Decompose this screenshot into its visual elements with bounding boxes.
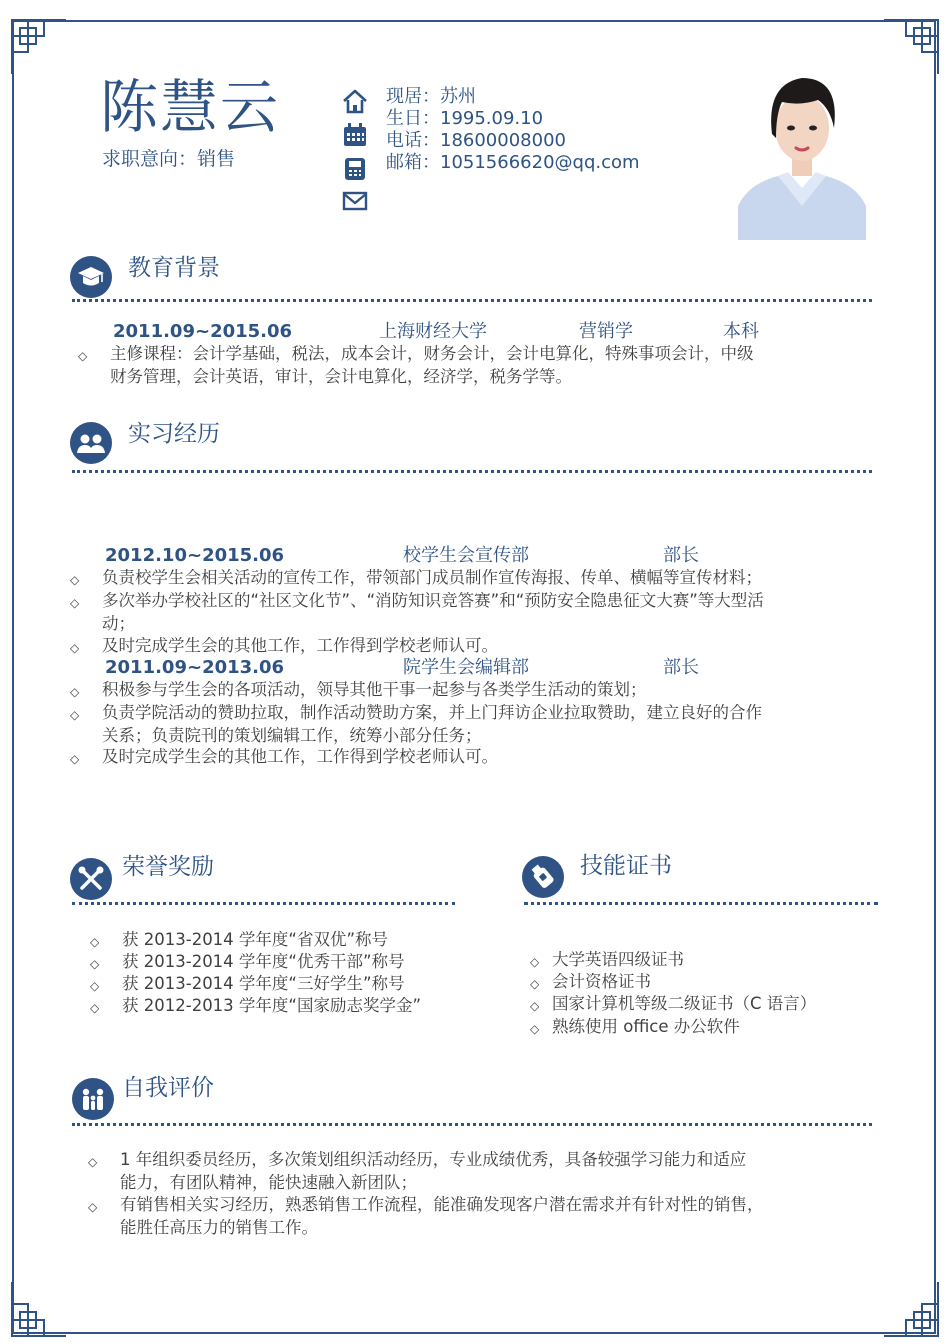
list-item: ◇ 负责校学生会相关活动的宣传工作，带领部门成员制作宣传海报、传单、横幅等宣传材料； — [70, 568, 762, 587]
list-item: ◇ 大学英语四级证书 — [530, 950, 684, 969]
internship-title: 实习经历 — [128, 421, 220, 447]
internship-1-org: 校学生会宣传部 — [403, 545, 529, 566]
education-major: 营销学 — [579, 321, 633, 342]
info-email: 邮箱：1051566620@qq.com — [386, 152, 640, 173]
internship-2-org: 院学生会编辑部 — [403, 657, 529, 678]
usb-drive-icon — [522, 856, 564, 898]
education-divider — [72, 299, 872, 302]
calendar-icon — [341, 122, 369, 148]
education-title: 教育背景 — [128, 255, 220, 281]
list-item: ◇ 积极参与学生会的各项活动，领导其他干事一起参与各类学生活动的策划； — [70, 680, 647, 699]
list-item: ◇ 及时完成学生会的其他工作，工作得到学校老师认可。 — [70, 636, 498, 655]
self-eval-divider — [72, 1123, 872, 1126]
honors-divider — [72, 902, 455, 905]
list-item: ◇ 获 2013-2014 学年度“优秀干部”称号 — [90, 952, 405, 971]
list-item: ◇ 获 2013-2014 学年度“三好学生”称号 — [90, 974, 405, 993]
info-birthday: 生日：1995.09.10 — [386, 108, 544, 129]
corner-ornament-bottom-right — [882, 1280, 942, 1340]
internship-1-period: 2012.10~2015.06 — [105, 545, 285, 566]
self-eval-title: 自我评价 — [122, 1075, 214, 1101]
list-item: ◇ 熟练使用 office 办公软件 — [530, 1017, 740, 1036]
list-item: ◇ 主修课程：会计学基础，税法，成本会计，财务会计，会计电算化，特殊事项会计，中级 财务管理，会计英语，审计，会计电算化，经济学，税务学等。 — [78, 344, 754, 386]
education-school: 上海财经大学 — [379, 321, 487, 342]
list-item: ◇ 获 2013-2014 学年度“省双优”称号 — [90, 930, 389, 949]
corner-ornament-bottom-left — [8, 1280, 68, 1340]
education-degree: 本科 — [723, 321, 759, 342]
list-item: ◇ 国家计算机等级二级证书（C 语言） — [530, 994, 817, 1013]
profile-photo — [738, 56, 866, 240]
skills-divider — [524, 902, 878, 905]
list-item: ◇ 会计资格证书 — [530, 972, 651, 991]
family-icon — [72, 1078, 114, 1120]
info-residence: 现居：苏州 — [386, 86, 476, 107]
corner-ornament-top-right — [882, 16, 942, 76]
home-icon — [341, 88, 369, 114]
internship-2-role: 部长 — [663, 657, 699, 678]
honors-title: 荣誉奖励 — [122, 854, 214, 880]
internship-1-role: 部长 — [663, 545, 699, 566]
list-item: ◇ 获 2012-2013 学年度“国家励志奖学金” — [90, 996, 422, 1015]
corner-ornament-top-left — [8, 16, 68, 76]
internship-2-period: 2011.09~2013.06 — [105, 657, 285, 678]
mail-icon — [341, 188, 369, 214]
people-icon — [70, 422, 112, 464]
list-item: ◇ 负责学院活动的赞助拉取，制作活动赞助方案，并上门拜访企业拉取赞助，建立良好的合作 关系；负责院刊的策划编辑工作，统筹小部分任务； — [70, 703, 762, 745]
list-item: ◇ 多次举办学校社区的“社区文化节”、“消防知识竞答赛”和“预防安全隐患征文大赛”等大型活 动； — [70, 591, 764, 633]
graduation-cap-icon — [70, 256, 112, 298]
candidate-name: 陈慧云 — [100, 73, 281, 141]
tools-icon — [70, 858, 112, 900]
list-item: ◇ 1 年组织委员经历，多次策划组织活动经历，专业成绩优秀，具备较强学习能力和适应 能力，有团队精神，能快速融入新团队； — [88, 1150, 747, 1192]
list-item: ◇ 有销售相关实习经历，熟悉销售工作流程，能准确发现客户潜在需求并有针对性的销售， 能胜任高压力的销售工作。 — [88, 1195, 764, 1237]
internship-divider — [72, 470, 872, 473]
phone-icon — [341, 156, 369, 182]
list-item: ◇ 及时完成学生会的其他工作，工作得到学校老师认可。 — [70, 747, 498, 766]
education-period: 2011.09~2015.06 — [113, 321, 293, 342]
skills-title: 技能证书 — [580, 853, 672, 879]
info-phone: 电话：18600008000 — [386, 130, 566, 151]
job-intent: 求职意向：销售 — [102, 148, 236, 170]
